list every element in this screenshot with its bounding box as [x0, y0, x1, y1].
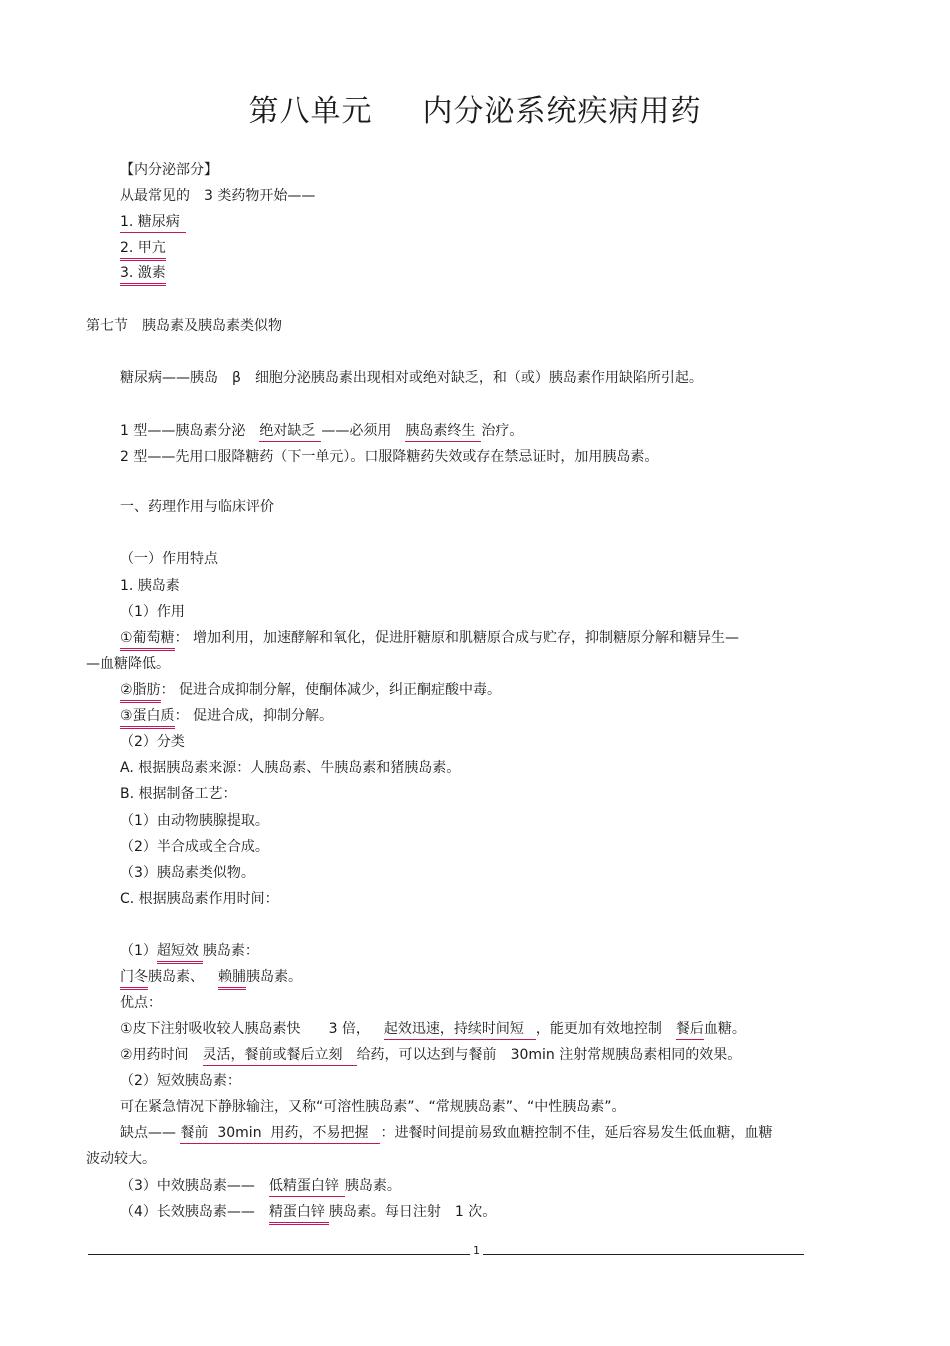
action-glucose: ①葡萄糖： 增加利用，加速酵解和氧化，促进肝糖原和肌糖原合成与贮存，抑制糖原分解和糖异生— — [120, 628, 739, 651]
list-item-diabetes: 1. 糖尿病 — [120, 212, 186, 233]
ultra-adv-label: 优点： — [120, 995, 162, 1011]
definition-paragraph: 糖尿病——胰岛 β 细胞分泌胰岛素出现相对或绝对缺乏，和（或）胰岛素作用缺陷所引起。 — [120, 370, 703, 386]
classify-heading: （2）分类 — [120, 734, 185, 750]
title-topic: 内分泌系统疾病用药 — [422, 94, 702, 129]
ultra-heading: （1）超短效 胰岛素： — [120, 941, 259, 964]
ultra-adv1: ①皮下注射吸收较人胰岛素快 3 倍， 起效迅速，持续时间短 ，能更加有效地控制 餐后血糖。 — [120, 1019, 746, 1040]
section-tag: 【内分泌部分】 — [120, 162, 218, 178]
action-protein: ③蛋白质： 促进合成，抑制分解。 — [120, 706, 333, 729]
part1-heading: 一、药理作用与临床评价 — [120, 499, 274, 515]
mid-acting-line: （3）中效胰岛素—— 低精蛋白锌 胰岛素。 — [120, 1176, 401, 1197]
action-heading: （1）作用 — [120, 604, 185, 620]
short-heading: （2）短效胰岛素： — [120, 1073, 241, 1089]
type2-line: 2 型——先用口服降糖药（下一单元）。口服降糖药失效或存在禁忌证时，加用胰岛素。 — [120, 449, 659, 465]
long-acting-line: （4）长效胰岛素—— 精蛋白锌 胰岛素。每日注射 1 次。 — [120, 1202, 496, 1225]
classify-b1: （1）由动物胰腺提取。 — [120, 813, 269, 829]
classify-b3: （3）胰岛素类似物。 — [120, 865, 255, 881]
action-glucose-cont: —血糖降低。 — [86, 656, 170, 672]
list-item-hyperthyroid: 2. 甲亢 — [120, 238, 166, 261]
page-title — [0, 86, 950, 130]
action-fat: ②脂肪： 促进合成抑制分解，使酮体减少，纠正酮症酸中毒。 — [120, 680, 501, 703]
short-desc: 可在紧急情况下静脉输注，又称“可溶性胰岛素”、“常规胰岛素”、“中性胰岛素”。 — [120, 1099, 626, 1115]
page-number: 1 — [470, 1244, 483, 1257]
list-item-hormones: 3. 激素 — [120, 263, 166, 286]
short-disadvantage: 缺点—— 餐前 30min 用药，不易把握 ：进餐时间提前易致血糖控制不佳，延后容易发生低血糖，血糖 — [120, 1123, 772, 1144]
ultra-adv2: ②用药时间 灵活，餐前或餐后立刻 给药，可以达到与餐前 30min 注射常规胰岛素相同的效果。 — [120, 1045, 741, 1066]
intro-line: 从最常见的 3 类药物开始—— — [120, 188, 316, 204]
footer-rule — [88, 1254, 804, 1255]
classify-a: A. 根据胰岛素来源：人胰岛素、牛胰岛素和猪胰岛素。 — [120, 760, 461, 776]
short-disadvantage-cont: 波动较大。 — [86, 1151, 156, 1167]
type1-line: 1 型——胰岛素分泌 绝对缺乏 ——必须用 胰岛素终生 治疗。 — [120, 421, 523, 442]
title-unit: 第八单元 — [248, 94, 373, 129]
insulin-heading: 1. 胰岛素 — [120, 578, 180, 594]
ultra-names: 门冬胰岛素、 赖脯胰岛素。 — [120, 967, 302, 990]
classify-c: C. 根据胰岛素作用时间： — [120, 891, 279, 907]
section-heading: 第七节 胰岛素及胰岛素类似物 — [86, 318, 282, 334]
classify-b2: （2）半合成或全合成。 — [120, 839, 269, 855]
classify-b: B. 根据制备工艺： — [120, 786, 237, 802]
sub1-heading: （一）作用特点 — [120, 551, 218, 567]
